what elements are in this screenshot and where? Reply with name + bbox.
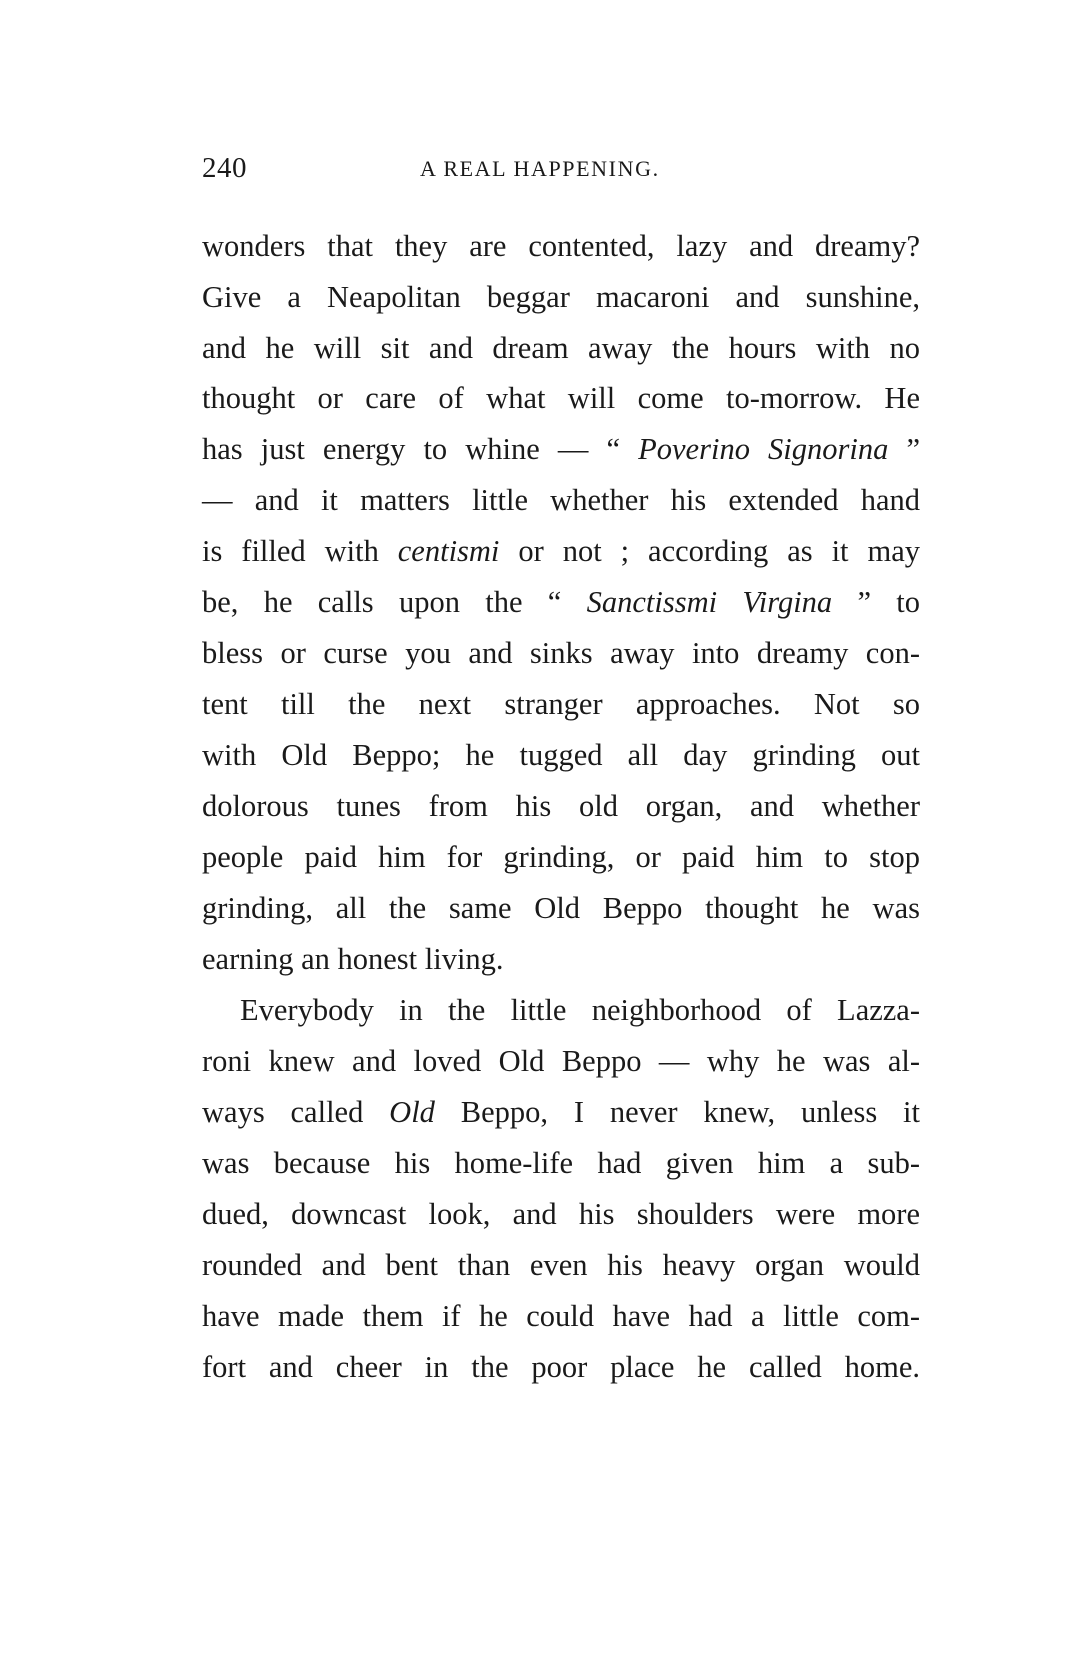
text-line	[202, 277, 920, 317]
line-text: dued, downcast look, and his shoulders were more	[202, 1197, 920, 1231]
line-text: with Old Beppo; he tugged all day grinding out	[202, 738, 920, 772]
line-text: tent till the next stranger approaches. Not so	[202, 687, 920, 721]
text-line	[202, 1041, 920, 1081]
line-text: grinding, all the same Old Beppo thought he was	[202, 891, 920, 925]
line-text: be, he calls upon the “	[202, 585, 587, 619]
line-text: have made them if he could have had a little com-	[202, 1299, 920, 1333]
line-text: has just energy to whine — “	[202, 432, 639, 466]
line-text: rounded and bent than even his heavy organ would	[202, 1248, 920, 1282]
line-text: thought or care of what will come to-morrow. He	[202, 381, 920, 415]
text-line	[202, 786, 920, 826]
line-text: is filled with	[202, 534, 398, 568]
line-text: ”	[888, 432, 920, 466]
line-text: Beppo, I never knew, unless it	[434, 1095, 920, 1129]
text-line	[202, 1296, 920, 1336]
line-text: roni knew and loved Old Beppo — why he was al-	[202, 1044, 920, 1078]
line-text: — and it matters little whether his extended hand	[202, 483, 920, 517]
line-text: was because his home-life had given him a sub-	[202, 1146, 920, 1180]
text-line	[240, 990, 920, 1030]
line-text: dolorous tunes from his old organ, and whether	[202, 789, 920, 823]
page-number: 240	[202, 152, 247, 184]
text-line	[202, 684, 920, 724]
line-text: ways called	[202, 1095, 390, 1129]
text-line	[202, 939, 920, 979]
italic-text: Old	[389, 1095, 435, 1129]
line-text: ” to	[832, 585, 921, 619]
text-line	[202, 1143, 920, 1183]
line-text: bless or curse you and sinks away into dreamy con-	[202, 636, 920, 670]
text-line	[202, 837, 920, 877]
line-text: or not ; according as it may	[499, 534, 920, 568]
text-line	[202, 582, 920, 622]
line-text: fort and cheer in the poor place he called home.	[202, 1350, 920, 1384]
text-line	[202, 633, 920, 673]
line-text: Everybody in the little neighborhood of Lazza-	[240, 993, 920, 1027]
text-line	[202, 531, 920, 571]
text-line	[202, 378, 920, 418]
running-head: A REAL HAPPENING.	[420, 156, 660, 181]
text-line	[202, 480, 920, 520]
line-text: people paid him for grinding, or paid him to stop	[202, 840, 920, 874]
italic-text: Poverino Signorina	[638, 432, 889, 466]
line-text: earning an honest living.	[202, 942, 504, 976]
line-text: Give a Neapolitan beggar macaroni and sunshine,	[202, 280, 920, 314]
text-line	[202, 1092, 920, 1132]
text-line	[202, 1245, 920, 1285]
italic-text: centismi	[397, 534, 500, 568]
text-line	[202, 1347, 920, 1387]
italic-text: Sanctissmi Virgina	[586, 585, 833, 619]
text-line	[202, 735, 920, 775]
text-line	[202, 1194, 920, 1234]
line-text: and he will sit and dream away the hours with no	[202, 331, 920, 365]
text-line	[202, 888, 920, 928]
line-text: wonders that they are contented, lazy and dreamy?	[202, 229, 920, 263]
text-line	[202, 226, 920, 266]
text-line	[202, 328, 920, 368]
page-header	[202, 152, 722, 192]
text-line	[202, 429, 920, 469]
